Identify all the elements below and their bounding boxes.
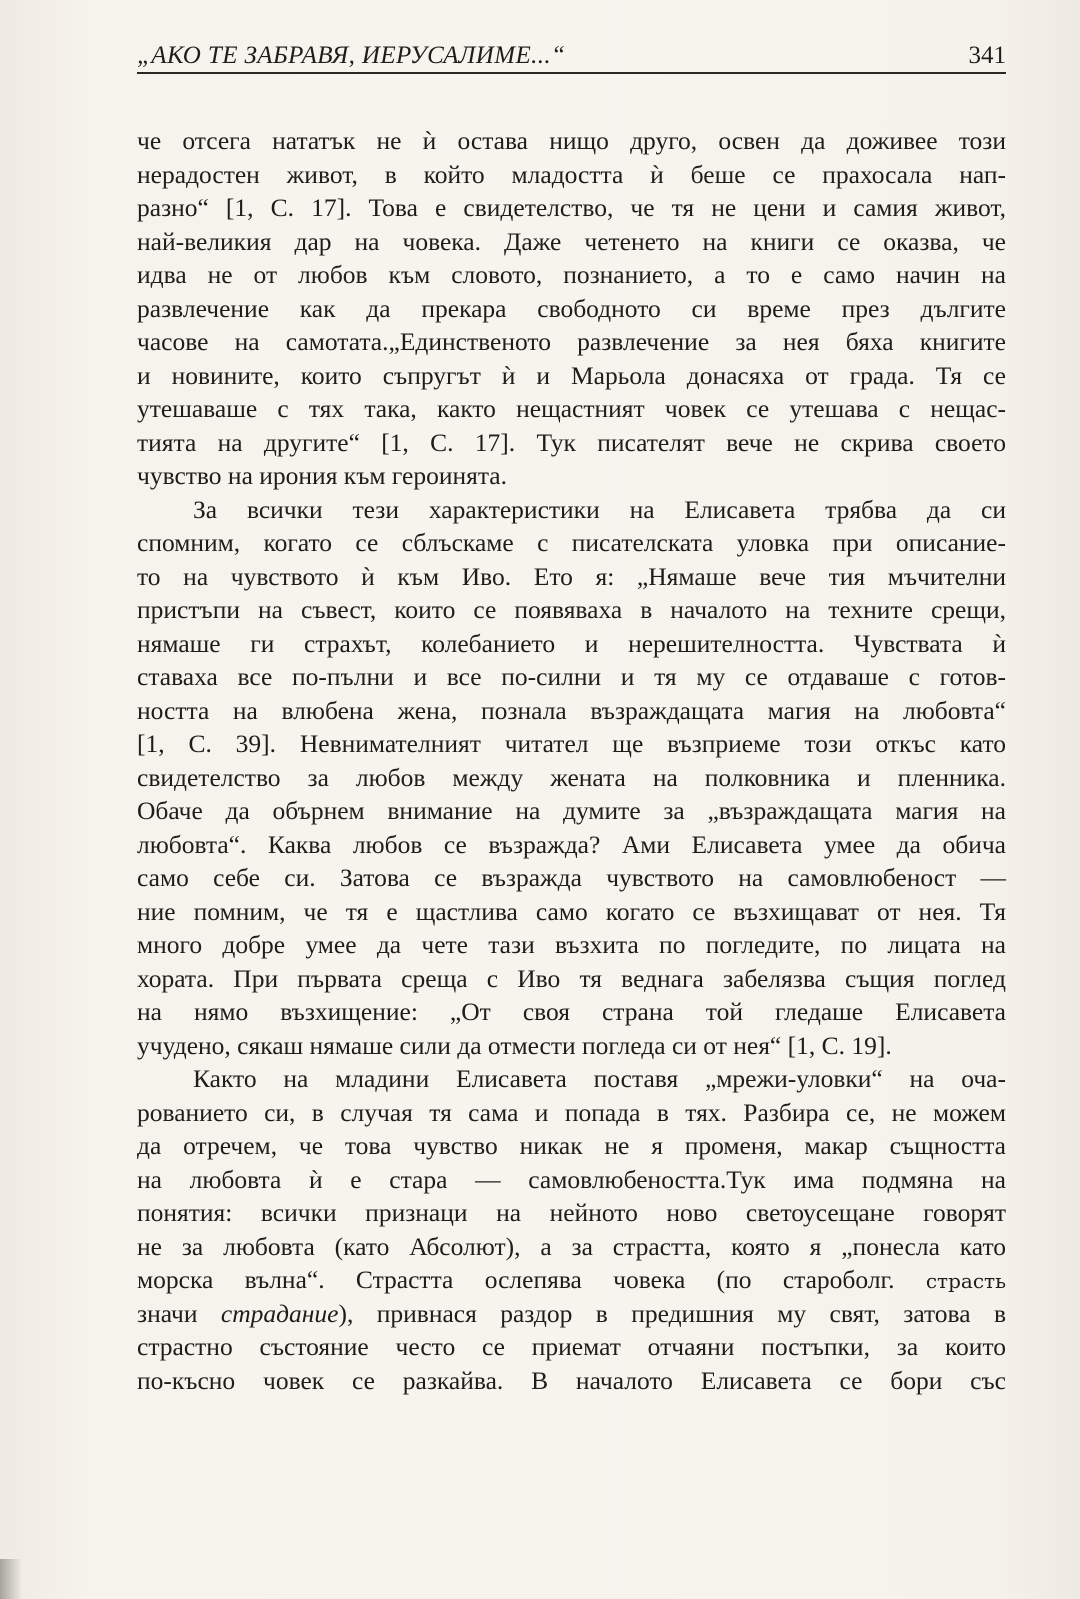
text-fragment: ), привнася раздор в предишния му свят, затова в	[338, 1298, 1007, 1328]
oldslav-word: страсть	[925, 1269, 1007, 1293]
text-line: идва не от любов към словото, познанието, а то е само начин на	[137, 260, 1006, 289]
text-line: учудено, сякаш нямаше сили да отмести погледа си от нея“ [1, С. 19].	[137, 1030, 892, 1060]
text-line: ставаха все по-пълни и все по-силни и тя му се отдаваше с готов-	[137, 662, 1006, 691]
page-edge-shadow	[0, 1559, 22, 1599]
text-line: само себе си. Затова се възражда чувството на самовлюбеност —	[137, 863, 1006, 892]
text-line: рованието си, в случая тя сама и попада в тях. Разбира се, не можем	[137, 1097, 1006, 1127]
text-line: любовта“. Каква любов се възражда? Ами Елисавета умее да обича	[137, 829, 1006, 859]
text-line-with-italic	[137, 1297, 1006, 1331]
text-line: и новините, които съпругът ѝ и Марьола донасяха от града. Тя се	[137, 360, 1006, 390]
text-line: Обаче да обърнем внимание на думите за „възраждащата магия на	[137, 796, 1006, 825]
text-line: понятия: всички признаци на нейното ново светоусещане говорят	[137, 1198, 1006, 1227]
text-line: утешаваше с тях така, както нещастният човек се утешава с нещас-	[137, 394, 1006, 423]
text-line: нерадостен живот, в който младостта ѝ беше се прахосала нап-	[137, 159, 1006, 189]
text-line: нямаше ги страхът, колебанието и нерешителността. Чувствата ѝ	[137, 628, 1006, 658]
text-line: тията на другите“ [1, С. 17]. Тук писателят вече не скрива своето	[137, 427, 1006, 457]
text-line: разно“ [1, С. 17]. Това е свидетелство, че тя не цени и самия живот,	[137, 193, 1006, 222]
text-line: пристъпи на съвест, които се появяваха в началото на техните срещи,	[137, 595, 1006, 624]
page-number: 341	[968, 42, 1006, 69]
text-line: часове на самотата.„Единственото развлечение за нея бяха книгите	[137, 327, 1006, 356]
text-line: на нямо възхищение: „От своя страна той гледаше Елисавета	[137, 997, 1006, 1026]
text-line-with-oldslav	[137, 1263, 1006, 1297]
text-line: по-късно човек се разкайва. В началото Елисавета се бори със	[137, 1365, 1006, 1395]
text-line: че отсега нататък не ѝ остава нищо друго, освен да доживее този	[137, 126, 1006, 155]
text-fragment: морска вълна“. Страстта ослепява човека (по староболг.	[137, 1265, 895, 1294]
text-line: то на чувството ѝ към Иво. Ето я: „Нямаше вече тия мъчителни	[137, 561, 1006, 591]
text-fragment: значи	[137, 1298, 198, 1328]
italic-term: страдание	[220, 1298, 339, 1328]
text-line: За всички тези характеристики на Елисавета трябва да си	[193, 494, 1006, 524]
running-title: „АКО ТЕ ЗАБРАВЯ, ИЕРУСАЛИМЕ...“	[137, 42, 566, 69]
header-rule	[137, 72, 1006, 74]
text-line: много добре умее да чете тази възхита по погледите, по лицата на	[137, 930, 1006, 959]
text-line: Както на младини Елисавета поставя „мрежи-уловки“ на оча-	[193, 1064, 1006, 1093]
text-line: най-великия дар на човека. Даже четенето на книги се оказва, че	[137, 226, 1006, 256]
text-line: спомним, когато се сблъскаме с писателската уловка при описание-	[137, 528, 1006, 557]
text-line: на любовта ѝ е стара — самовлюбеността.Тук има подмяна на	[137, 1164, 1006, 1194]
text-line: ността на влюбена жена, познала възраждащата магия на любовта“	[137, 695, 1006, 725]
text-line: не за любовта (като Абсолют), а за страстта, която я „понесла като	[137, 1231, 1006, 1261]
text-line: страстно състояние често се приемат отчаяни постъпки, за които	[137, 1332, 1006, 1361]
text-line: [1, С. 39]. Невнимателният читател ще възприеме този откъс като	[137, 729, 1006, 758]
text-line: развлечение как да прекара свободното си време през дългите	[137, 293, 1006, 323]
text-line: свидетелство за любов между жената на полковника и пленника.	[137, 762, 1006, 792]
text-line: ние помним, че тя е щастлива само когато се възхищават от нея. Тя	[137, 896, 1006, 926]
running-head	[137, 38, 1006, 74]
body-text	[137, 124, 1006, 1397]
text-line: да отречем, че това чувство никак не я променя, макар същността	[137, 1131, 1006, 1160]
text-line: хората. При първата среща с Иво тя веднага забелязва същия поглед	[137, 963, 1006, 993]
text-line: чувство на ирония към героинята.	[137, 461, 507, 490]
